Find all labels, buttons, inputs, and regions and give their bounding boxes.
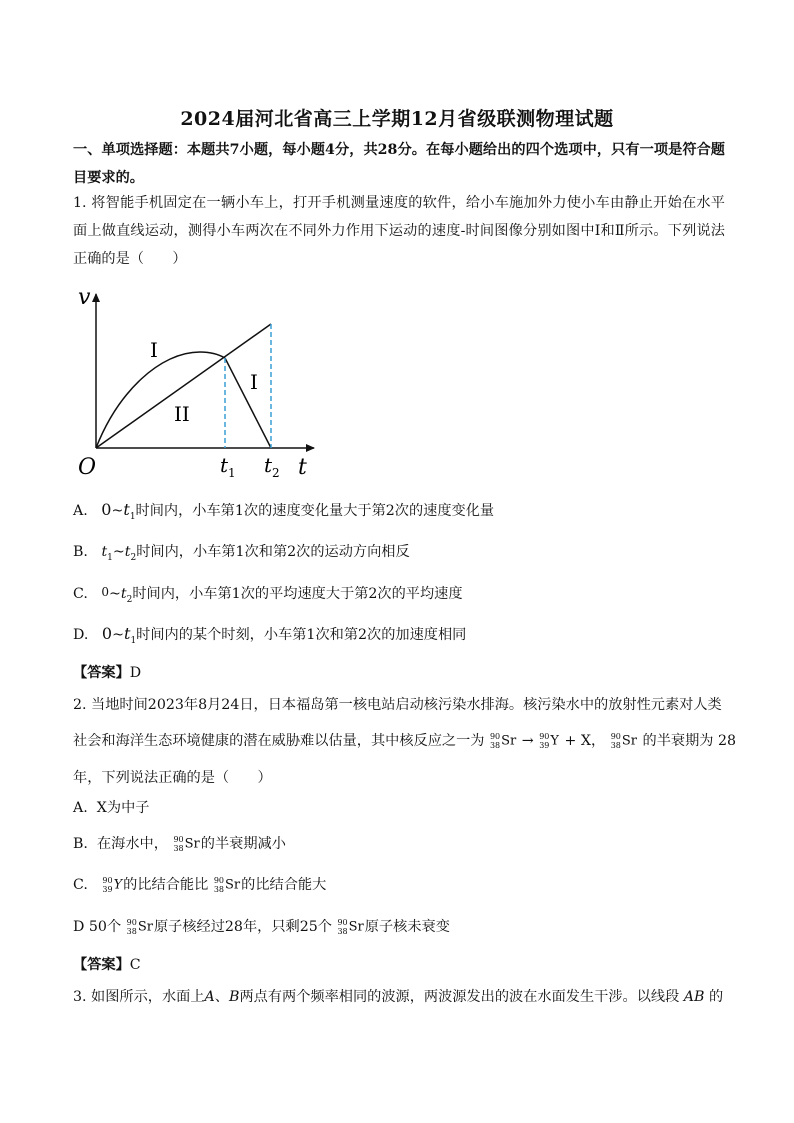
q2-option-a: A. X为中子 xyxy=(73,800,150,816)
section-heading: 一、单项选择题：本题共7小题，每小题4分，共28分。在每小题给出的四个选项中，只有一项是符合题目要求的。 xyxy=(73,142,725,186)
sr-nuclide: 90 38 Sr xyxy=(610,732,638,750)
q1-stem: 1. 将智能手机固定在一辆小车上，打开手机测量速度的软件，给小车施加外力使小车由静止开始在水平面上做直线运动，测得小车两次在不同外力作用下运动的速度-时间图像分别如图中Ⅰ和Ⅱ所示。下列说法正确的是（ ） xyxy=(73,195,725,267)
q1-option-d: D. $0\sim t_1$时间内的某个时刻，小车第1次和第2次的加速度相同 xyxy=(73,624,467,646)
sr-nuclide: 90 38 Sr xyxy=(489,732,517,750)
graph-t2-label: $t_2$ xyxy=(264,453,280,480)
q1-option-c: C. $0\sim t_2$时间内，小车第1次的平均速度大于第2次的平均速度 xyxy=(73,585,463,605)
q1-option-a: A. $0\sim t_1$时间内，小车第1次的速度变化量大于第2次的速度变化量 xyxy=(73,500,495,522)
graph-line-2 xyxy=(96,324,271,448)
graph-line-1-desc xyxy=(225,358,271,448)
q2-stem-line2: 社会和海洋生态环境健康的潜在威胁难以估量，其中核反应之一为 90 38 Sr → 90 39 Y + X， 90 38 Sr 的半衰期为 28 xyxy=(73,732,737,750)
page-title: 2024届河北省高三上学期12月省级联测物理试题 xyxy=(180,108,614,130)
graph-y-label: v xyxy=(78,285,91,310)
q2-option-c: C. 90 39 Y的比结合能比 90 38 Sr的比结合能大 xyxy=(73,876,327,894)
graph-curve-label-2: II xyxy=(174,402,190,426)
y-nuclide: 90 39 Y xyxy=(102,876,123,894)
q2-answer: 【答案】C xyxy=(73,957,141,973)
y-nuclide: 90 39 Y xyxy=(539,732,559,750)
sr-nuclide: 90 38 Sr xyxy=(126,918,153,936)
graph-curve-label-3: I xyxy=(250,370,258,394)
graph-curve-label-1: I xyxy=(150,338,158,362)
q2-stem-line1: 2. 当地时间2023年8月24日，日本福岛第一核电站启动核污染水排海。核污染水中的放射性元素对人类 xyxy=(73,697,722,713)
sr-nuclide: 90 38 Sr xyxy=(337,918,364,936)
q2-option-b: B. 在海水中， 90 38 Sr的半衰期减小 xyxy=(73,835,286,853)
graph-x-label: t xyxy=(298,455,307,480)
q1-answer: 【答案】D xyxy=(73,665,142,681)
q2-option-d: D 50个 90 38 Sr原子核经过28年，只剩25个 90 38 Sr原子核未衰变 xyxy=(73,918,450,936)
q3-stem: 3. 如图所示，水面上A、B两点有两个频率相同的波源，两波源发出的波在水面发生干涉。以线段 AB 的 xyxy=(73,989,724,1005)
graph-origin-label: O xyxy=(78,455,97,480)
sr-nuclide: 90 38 Sr xyxy=(213,876,241,894)
q1-vt-graph xyxy=(70,282,320,482)
q1-option-b: B. $t_1\sim t_2$时间内，小车第1次和第2次的运动方向相反 xyxy=(73,544,410,563)
q2-stem-line3: 年，下列说法正确的是（ ） xyxy=(73,770,272,786)
graph-t1-label: $t_1$ xyxy=(220,453,236,480)
sr-nuclide: 90 38 Sr xyxy=(173,835,200,853)
